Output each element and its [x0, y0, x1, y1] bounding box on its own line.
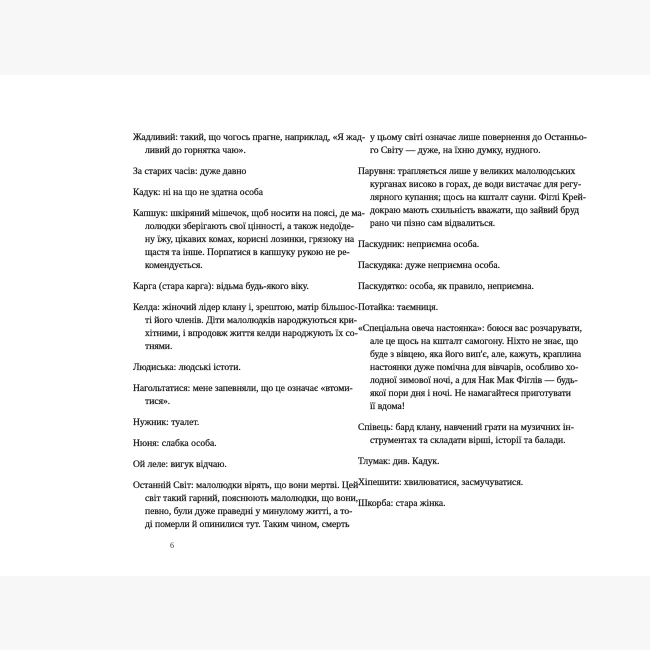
- glossary-entry-continuation: [358, 131, 587, 157]
- entry-line: Хіпешити: хвилюватися, засмучуватися.: [358, 477, 524, 488]
- glossary-entry: [358, 455, 544, 468]
- entry-line: Карга (стара карга): відьма будь-якого віку.: [133, 281, 309, 292]
- entry-line: Кадук: ні на що не здатна особа: [133, 187, 264, 198]
- entry-line: ді померли й опинилися тут. Таким чином, смерть: [145, 519, 350, 530]
- top-margin-band: [0, 0, 650, 75]
- glossary-entry: [358, 476, 544, 489]
- glossary-entry: [358, 238, 544, 251]
- entry-line: ті його членів. Діти малолюдків народжуються кри-: [145, 315, 357, 326]
- entry-line: Останній Світ: малолюдки вірять, що вони мертві. Цей: [133, 480, 359, 491]
- glossary-entry: [133, 416, 319, 429]
- entry-line: хітними, і впродовж життя келди народжують їх со-: [145, 328, 358, 339]
- entry-line: Шкорба: стара жінка.: [358, 498, 446, 509]
- entry-line: Людиська: людські істоти.: [133, 362, 241, 373]
- entry-line: Нагольтатися: мене запевняли, що це означає «втоми-: [133, 383, 353, 394]
- entry-line: Капшук: шкіряний мішечок, щоб носити на поясі, де ма-: [133, 208, 365, 219]
- entry-line: ну їжу, цікавих комах, корисні лозинки, грязюку на: [145, 234, 355, 245]
- glossary-entry: [358, 280, 544, 293]
- entry-line: «Спеціальна овеча настоянка»: боюся вас розчарувати,: [358, 323, 583, 334]
- entry-line: якої пори дня і ночі. Не намагайтеся приготувати: [370, 388, 571, 399]
- glossary-entry: [358, 301, 544, 314]
- entry-line: курганах високо в горах, де води вистачає для регу-: [370, 179, 582, 190]
- entry-line: Потайка: таємниця.: [358, 302, 439, 313]
- entry-line: рано чи пізно сам відвалиться.: [370, 218, 496, 229]
- entry-line: Жадливий: такий, що чогось прагне, наприклад, «Я жад-: [133, 132, 366, 143]
- entry-line: її вдома!: [370, 401, 405, 412]
- entry-line: лярного купання; щось на кшталт сауни. Фіглі Крей-: [370, 192, 586, 203]
- entry-line: певно, були дуже праведні у минулому житті, а то-: [145, 506, 353, 517]
- glossary-entry: [358, 259, 544, 272]
- glossary-entry: [358, 421, 574, 447]
- left-page-glossary: [133, 131, 366, 539]
- entry-line: докраю мають схильність вважати, що зайвий бруд: [370, 205, 580, 216]
- entry-line: Парувня: трапляється лише у великих малолюдських: [358, 166, 576, 177]
- entry-line: лодної зимової ночі, а для Нак Мак Фіглів — будь-: [370, 375, 578, 386]
- entry-line: у цьому світі означає лише повернення до Останньо-: [370, 132, 587, 143]
- entry-line: Нюня: слабка особа.: [133, 438, 217, 449]
- entry-line: го Світу — дуже, на їхню думку, нудного.: [370, 145, 541, 156]
- entry-line: тнями.: [145, 341, 173, 352]
- entry-line: Паскудятко: особа, як правило, неприємна.: [358, 281, 534, 292]
- entry-line: Співець: бард клану, навчений грати на музичних ін-: [358, 422, 574, 433]
- glossary-entry: [358, 497, 544, 510]
- bottom-margin-band: [0, 576, 650, 650]
- entry-line: Келда: жіночий лідер клану і, зрештою, матір більшос-: [133, 302, 358, 313]
- entry-line: тися».: [145, 396, 171, 407]
- entry-line: Тлумак: див. Кадук.: [358, 456, 440, 467]
- entry-line: Паскудник: неприємна особа.: [358, 239, 480, 250]
- page-number: 6: [170, 541, 174, 550]
- glossary-entry: [358, 165, 586, 230]
- glossary-entry: [133, 479, 359, 531]
- entry-line: За старих часів: дуже давно: [133, 166, 247, 177]
- entry-line: Ой леле: вигук відчаю.: [133, 459, 227, 470]
- entry-line: струментах та складати вірші, історії та балади.: [370, 435, 566, 446]
- glossary-entry: [133, 458, 319, 471]
- glossary-entry: [133, 361, 319, 374]
- entry-line: але це щось на кшталт самогону. Ніхто не знає, що: [370, 336, 579, 347]
- entry-line: ливий до горнятка чаю».: [145, 145, 246, 156]
- entry-line: світ такий гарний, пояснюють малолюдки, що вони,: [145, 493, 359, 504]
- entry-line: Паскудяка: дуже неприємна особа.: [358, 260, 501, 271]
- entry-line: настоянки дуже помічна для вівчарів, особливо хо-: [370, 362, 579, 373]
- entry-line: буде з вівцею, яка його вип'є, але, кажуть, краплина: [370, 349, 582, 360]
- glossary-entry: [133, 165, 319, 178]
- glossary-entry: [133, 382, 353, 408]
- entry-line: лолюдки зберігають свої цінності, а також недоїде-: [145, 221, 354, 232]
- right-page-glossary: [358, 131, 587, 518]
- glossary-entry: [133, 207, 365, 272]
- entry-line: щастя та інше. Порпатися в капшуку рукою не ре-: [145, 247, 350, 258]
- entry-line: Нужник: туалет.: [133, 417, 200, 428]
- glossary-entry: [133, 131, 366, 157]
- glossary-entry: [133, 186, 319, 199]
- glossary-entry: [133, 437, 319, 450]
- glossary-entry: [133, 280, 319, 293]
- glossary-entry: [358, 322, 583, 413]
- glossary-entry: [133, 301, 358, 353]
- entry-line: комендується.: [145, 260, 203, 271]
